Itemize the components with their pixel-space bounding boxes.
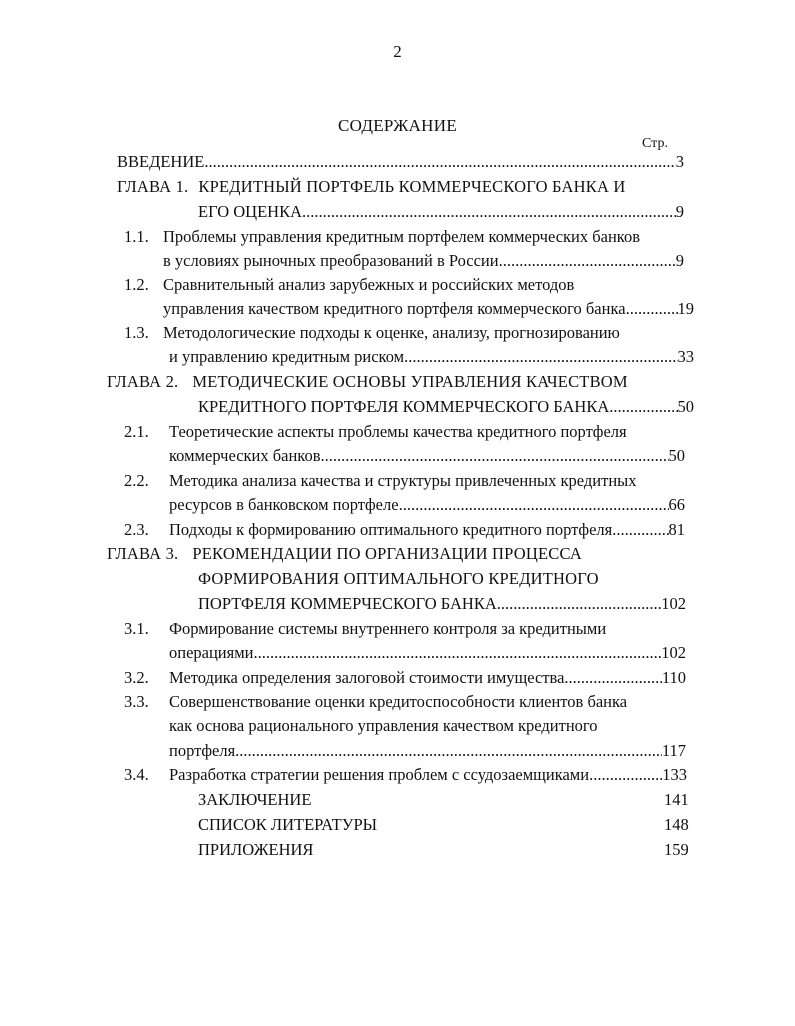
leader-dots (626, 297, 678, 321)
toc-section-2-2-cont: ресурсов в банковском портфеле ..... 66 (169, 493, 685, 517)
toc-section-1-2: Сравнительный анализ зарубежных и российских методов (163, 275, 575, 294)
toc-page: 110 (661, 668, 686, 687)
chapter-label: ГЛАВА 1. (117, 177, 189, 196)
toc-page: 159 (664, 840, 689, 859)
toc-page: 148 (664, 815, 689, 834)
toc-page: 81 (668, 520, 685, 539)
toc-page: 117 (661, 741, 686, 760)
toc-page: 50 (668, 446, 685, 465)
toc-page: 9 (675, 251, 684, 270)
toc-section-3-3: Совершенствование оценки кредитоспособности клиентов банка (169, 692, 628, 711)
toc-section-2-1-cont: коммерческих банков ..... 50 (169, 444, 685, 468)
toc-page: 9 (675, 202, 684, 221)
toc-chapter-2-cont: КРЕДИТНОГО ПОРТФЕЛЯ КОММЕРЧЕСКОГО БАНКА ..... 50 (198, 395, 694, 419)
toc-chapter-3 (107, 542, 582, 566)
toc-section-1-1: Проблемы управления кредитным портфелем коммерческих банков (163, 227, 641, 246)
toc-section-3-3-cont: как основа рационального управления качеством кредитного (169, 716, 598, 735)
toc-section-2-3: Подходы к формированию оптимального кредитного портфеля ..... 81 (169, 518, 685, 542)
toc-section-3-2: Методика определения залоговой стоимости имущества. ..... 110 (169, 666, 686, 690)
leader-dots (569, 666, 662, 690)
leader-dots (235, 739, 662, 763)
section-number: 2.1. (124, 422, 149, 441)
leader-dots (404, 345, 677, 369)
leader-dots (204, 150, 675, 174)
toc-page: 3 (675, 152, 684, 171)
chapter-label: ГЛАВА 3. (107, 544, 179, 563)
section-number: 1.3. (124, 323, 149, 342)
section-number: 1.2. (124, 275, 149, 294)
toc-section-3-3-cont2: портфеля ..... 117 (169, 739, 686, 763)
section-number: 3.2. (124, 668, 149, 687)
leader-dots (254, 641, 662, 665)
toc-page: 50 (677, 397, 694, 416)
toc-entry-intro: ВВЕДЕНИЕ ..... 3 (117, 150, 684, 174)
leader-dots (589, 763, 662, 787)
section-number: 3.4. (124, 765, 149, 784)
chapter-title: МЕТОДИЧЕСКИЕ ОСНОВЫ УПРАВЛЕНИЯ КАЧЕСТВОМ (192, 372, 628, 391)
page-number: 2 (393, 42, 402, 61)
toc-section-1-2-cont: управления качеством кредитного портфеля коммерческого банка ..... 19 (163, 297, 694, 321)
toc-chapter-2 (107, 370, 628, 394)
section-number: 3.1. (124, 619, 149, 638)
leader-dots (499, 249, 676, 273)
toc-appendices: ПРИЛОЖЕНИЯ (198, 840, 314, 859)
leader-dots (302, 200, 676, 224)
toc-section-3-1-cont: операциями ..... 102 (169, 641, 686, 665)
toc-page: 19 (677, 299, 694, 318)
toc-chapter-3-cont: ФОРМИРОВАНИЯ ОПТИМАЛЬНОГО КРЕДИТНОГО (198, 569, 599, 588)
toc-section-2-2: Методика анализа качества и структуры привлеченных кредитных (169, 471, 637, 490)
toc-section-1-3-cont: и управлению кредитным риском ..... 33 (169, 345, 694, 369)
section-number: 2.3. (124, 520, 149, 539)
toc-page: 102 (661, 643, 686, 662)
chapter-title: КРЕДИТНЫЙ ПОРТФЕЛЬ КОММЕРЧЕСКОГО БАНКА И (198, 177, 626, 196)
toc-chapter-3-cont2: ПОРТФЕЛЯ КОММЕРЧЕСКОГО БАНКА ..... 102 (198, 592, 686, 616)
toc-chapter-1-cont: ЕГО ОЦЕНКА ..... 9 (198, 200, 684, 224)
toc-section-1-3: Методологические подходы к оценке, анализу, прогнозированию (163, 323, 620, 342)
section-number: 3.3. (124, 692, 149, 711)
section-number: 1.1. (124, 227, 149, 246)
toc-page: 141 (664, 790, 689, 809)
page-title: СОДЕРЖАНИЕ (337, 116, 458, 135)
toc-page: 66 (668, 495, 685, 514)
toc-page: 102 (661, 594, 686, 613)
section-number: 2.2. (124, 471, 149, 490)
toc-section-1-1-cont: в условиях рыночных преобразований в России ..... 9 (163, 249, 684, 273)
toc-chapter-1 (117, 175, 626, 199)
toc-page: 133 (662, 765, 687, 784)
pages-column-header: Стр. (642, 136, 668, 151)
leader-dots (321, 444, 669, 468)
chapter-title: РЕКОМЕНДАЦИИ ПО ОРГАНИЗАЦИИ ПРОЦЕССА (192, 544, 582, 563)
toc-section-3-4: Разработка стратегии решения проблем с ссудозаемщиками ..... 133 (169, 763, 687, 787)
toc-conclusion: ЗАКЛЮЧЕНИЕ (198, 790, 312, 809)
leader-dots (399, 493, 669, 517)
leader-dots (497, 592, 662, 616)
toc-page: 33 (677, 347, 694, 366)
toc-section-3-1: Формирование системы внутреннего контроля за кредитными (169, 619, 607, 638)
toc-section-2-1: Теоретические аспекты проблемы качества кредитного портфеля (169, 422, 627, 441)
leader-dots (609, 395, 677, 419)
leader-dots (612, 518, 668, 542)
chapter-label: ГЛАВА 2. (107, 372, 179, 391)
toc-references: СПИСОК ЛИТЕРАТУРЫ (198, 815, 378, 834)
